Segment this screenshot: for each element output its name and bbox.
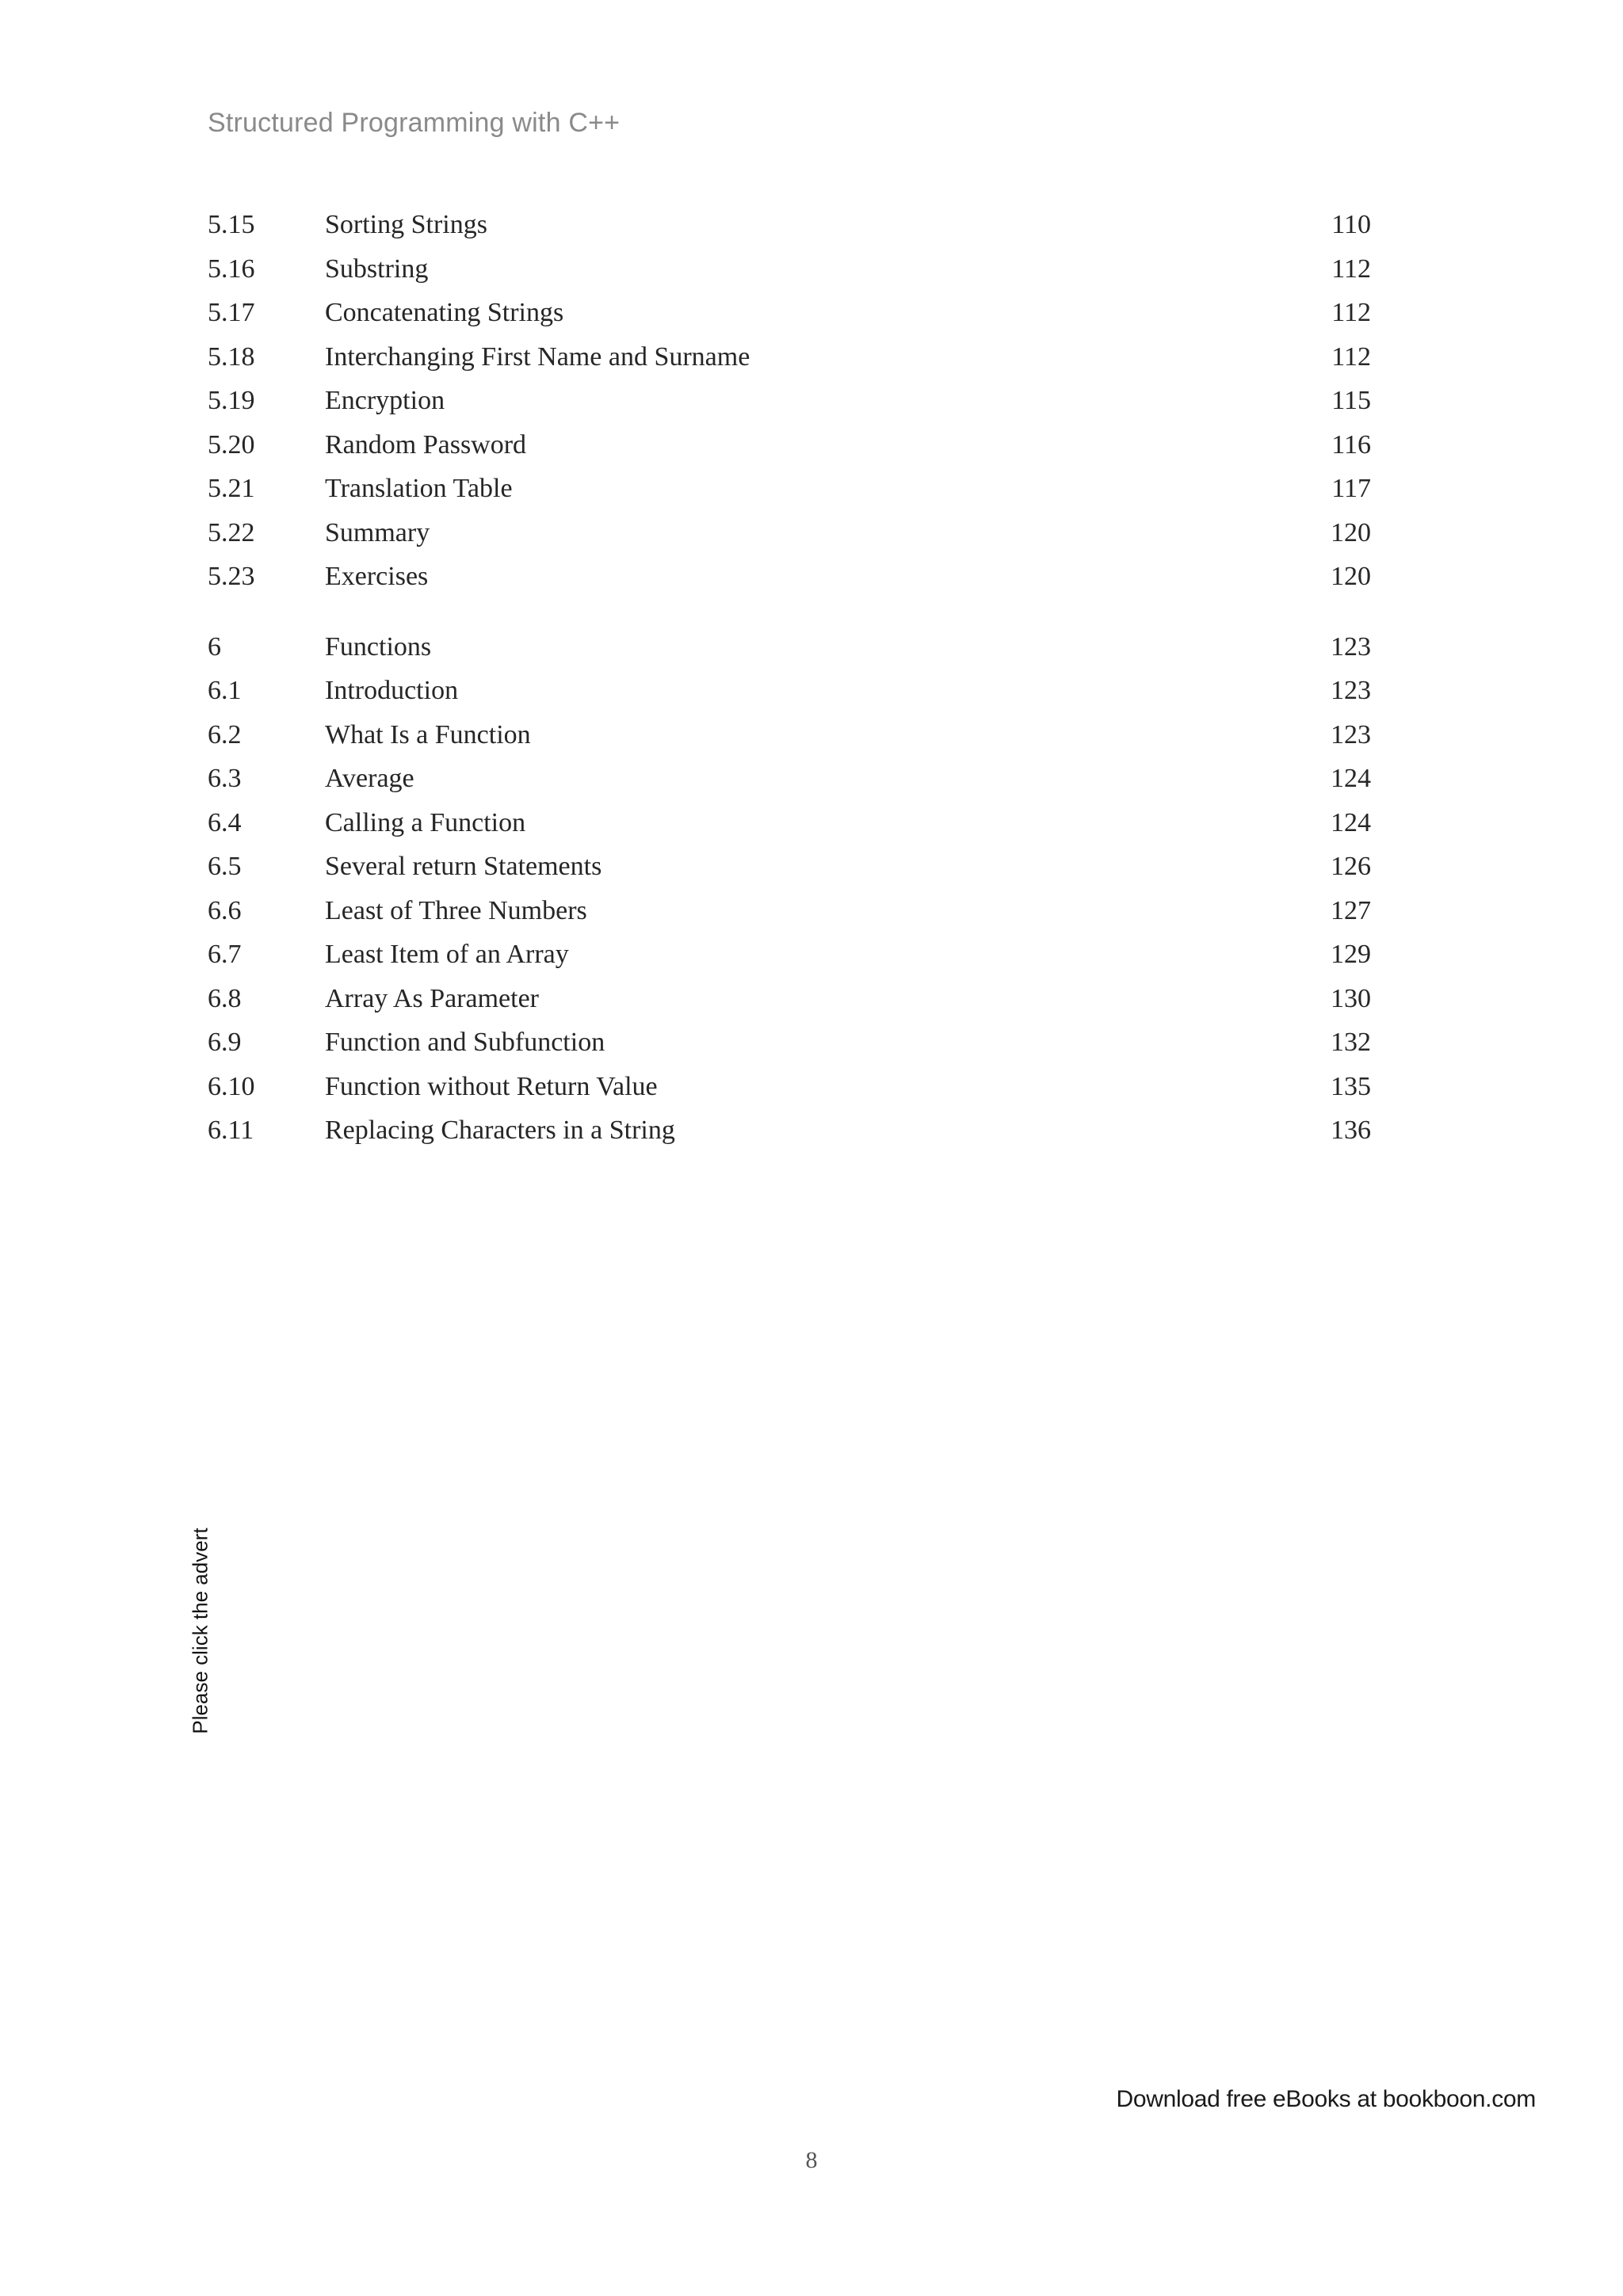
toc-entry-number: 5.20 (208, 429, 255, 460)
toc-entry-number: 5.23 (208, 562, 255, 591)
table-of-contents (208, 203, 1371, 1153)
toc-entry[interactable] (208, 511, 1371, 555)
toc-entry-title: Interchanging First Name and Surname (325, 341, 750, 372)
toc-entry-number: 6.10 (208, 1071, 255, 1101)
toc-entry-number: 6.2 (208, 719, 242, 749)
toc-entry[interactable] (208, 1020, 1371, 1065)
toc-entry[interactable] (208, 555, 1371, 599)
toc-entry-title: Encryption (325, 386, 445, 415)
toc-entry[interactable] (208, 713, 1371, 757)
toc-entry[interactable] (208, 845, 1371, 889)
toc-entry-page: 112 (1331, 341, 1371, 372)
toc-entry-page: 135 (1331, 1071, 1371, 1101)
toc-entry-number: 5.16 (208, 254, 255, 284)
toc-entry-title: Calling a Function (325, 807, 526, 837)
toc-entry-number: 6.5 (208, 852, 242, 881)
toc-entry-title: Replacing Characters in a String (325, 1116, 675, 1145)
toc-entry-number: 6.11 (208, 1116, 254, 1145)
toc-entry-number: 6.8 (208, 983, 242, 1013)
toc-entry-page: 112 (1331, 254, 1371, 284)
toc-entry-title: Average (325, 764, 414, 793)
toc-entry-title: Functions (325, 631, 432, 662)
toc-entry-title: Array As Parameter (325, 983, 540, 1013)
toc-entry-page: 124 (1331, 764, 1371, 793)
toc-entry[interactable] (208, 889, 1371, 933)
toc-entry-title: Function and Subfunction (325, 1028, 605, 1057)
toc-entry-number: 6.4 (208, 807, 242, 837)
toc-entry-page: 127 (1331, 895, 1371, 925)
toc-entry[interactable] (208, 291, 1371, 335)
toc-entry-page: 123 (1331, 631, 1371, 662)
toc-entry[interactable] (208, 669, 1371, 713)
toc-entry-page: 123 (1331, 719, 1371, 749)
download-link[interactable]: Download free eBooks at bookboon.com (1116, 2086, 1536, 2112)
advert-link[interactable] (189, 1504, 212, 1757)
toc-entry-title: Substring (325, 254, 429, 284)
page-number: 8 (805, 2147, 818, 2173)
toc-entry[interactable] (208, 625, 1371, 669)
toc-entry-title: Exercises (325, 562, 429, 591)
toc-entry-page: 110 (1331, 210, 1371, 239)
toc-entry[interactable] (208, 801, 1371, 845)
running-header: Structured Programming with C++ (208, 108, 621, 138)
toc-entry-number: 6.7 (208, 940, 242, 969)
toc-entry[interactable] (208, 379, 1371, 423)
toc-entry-title: Introduction (325, 676, 459, 705)
toc-entry-page: 120 (1331, 517, 1371, 547)
toc-entry-title: Function without Return Value (325, 1071, 658, 1101)
toc-entry-number: 6.6 (208, 895, 242, 925)
toc-entry-page: 124 (1331, 807, 1371, 837)
toc-entry-number: 6.3 (208, 764, 242, 793)
toc-entry[interactable] (208, 1065, 1371, 1109)
toc-entry-title: Least Item of an Array (325, 940, 569, 969)
toc-group (208, 625, 1371, 1153)
toc-entry-number: 5.17 (208, 298, 255, 327)
toc-entry[interactable] (208, 933, 1371, 977)
toc-entry-number: 5.18 (208, 341, 255, 372)
toc-entry-number: 6 (208, 631, 221, 662)
toc-entry-page: 112 (1331, 298, 1371, 327)
toc-entry-page: 130 (1331, 983, 1371, 1013)
toc-group (208, 203, 1371, 599)
toc-entry-title: Translation Table (325, 474, 513, 503)
toc-entry-title: Least of Three Numbers (325, 895, 587, 925)
toc-entry[interactable] (208, 467, 1371, 511)
toc-entry-page: 116 (1331, 429, 1371, 460)
toc-entry-number: 5.22 (208, 517, 255, 547)
toc-entry-title: Several return Statements (325, 852, 602, 881)
toc-entry-page: 136 (1331, 1116, 1371, 1145)
toc-entry[interactable] (208, 757, 1371, 801)
toc-entry-page: 120 (1331, 562, 1371, 591)
toc-entry-title: Sorting Strings (325, 210, 487, 239)
toc-entry-title: What Is a Function (325, 719, 531, 749)
toc-entry-title: Random Password (325, 429, 527, 460)
toc-entry[interactable] (208, 977, 1371, 1021)
toc-entry-number: 6.1 (208, 676, 242, 705)
toc-entry-page: 132 (1331, 1028, 1371, 1057)
toc-entry-title: Concatenating Strings (325, 298, 564, 327)
toc-entry-number: 6.9 (208, 1028, 242, 1057)
toc-entry[interactable] (208, 203, 1371, 247)
toc-entry-page: 115 (1331, 386, 1371, 415)
advert-label: Please click the advert (188, 1527, 212, 1734)
toc-entry-title: Summary (325, 517, 430, 547)
toc-entry[interactable] (208, 335, 1371, 379)
toc-entry-number: 5.21 (208, 474, 255, 503)
toc-entry-page: 129 (1331, 940, 1371, 969)
toc-entry-page: 123 (1331, 676, 1371, 705)
toc-entry[interactable] (208, 247, 1371, 292)
toc-entry-number: 5.19 (208, 386, 255, 415)
toc-entry-number: 5.15 (208, 210, 255, 239)
toc-entry[interactable] (208, 1108, 1371, 1153)
toc-entry-page: 126 (1331, 852, 1371, 881)
toc-entry[interactable] (208, 423, 1371, 467)
toc-entry-page: 117 (1331, 474, 1371, 503)
